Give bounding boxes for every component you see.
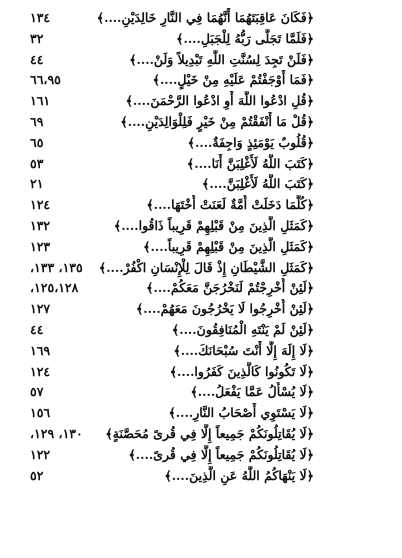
verse-text: ﴿لَا تَكُونُوا كَالَّذِينَ كَفَرُوا....﴾ — [169, 363, 314, 379]
verse-text: ﴿لَا يَسْتَوِي أَصْحَابُ النَّارِ....﴾ — [168, 405, 314, 421]
verse-text: ﴿كَتَبَ اللَّهُ لَأَغْلِبَنَّ....﴾ — [202, 176, 314, 192]
verse-text: ﴿قُلِ ادْعُوا اللَّهَ أَوِ ادْعُوا الرَّحْمَنَ....﴾ — [125, 93, 314, 109]
verse-text: ﴿لَئِنْ أُخْرِجْتُمْ لَنَخْرُجَنَّ مَعَكُمْ....﴾ — [146, 280, 314, 296]
page-numbers: ١٦٩ — [30, 342, 51, 358]
page-numbers: ١٣٢ — [30, 217, 51, 233]
verse-text: ﴿لَا يُقَاتِلُونَكُمْ جَمِيعاً إِلَّا فِي قُرىً....﴾ — [128, 446, 314, 462]
page-numbers: ١٢٣ — [30, 238, 51, 254]
index-row — [0, 174, 402, 195]
verse-text: ﴿كَمَثَلِ الشَّيْطَانِ إِذْ قَالَ لِلْإِنْسَانِ اكْفُرْ....﴾ — [98, 259, 314, 275]
index-row — [0, 278, 402, 299]
verse-text: ﴿فَلَمَّا تَجَلَّى رَبُّهُ لِلْجَبَلِ....﴾ — [176, 30, 314, 46]
index-row — [0, 29, 402, 50]
page-numbers: ١٣٥، ١٣٣، — [30, 259, 83, 275]
index-row — [0, 154, 402, 175]
verse-text: ﴿كَمَثَلِ الَّذِينَ مِنْ قَبْلِهِمْ قَرِيباً ذَاقُوا....﴾ — [113, 217, 314, 233]
verse-text: ﴿فَلَنْ تَجِدَ لِسُنَّتِ اللَّهِ تَبْدِيلاً وَلَنْ....﴾ — [129, 51, 314, 67]
verse-text: ﴿كُلَّمَا دَخَلَتْ أُمَّةٌ لَعَنَتْ أُخْتَهَا....﴾ — [146, 197, 314, 213]
page-numbers: ٤٤ — [30, 321, 44, 337]
index-row — [0, 320, 402, 341]
index-row — [0, 258, 402, 279]
verse-text: ﴿لَا إِلَهَ إِلَّا أَنْتَ سُبْحَانَكَ....﴾ — [173, 342, 314, 358]
verse-text: ﴿لَا يُقَاتِلُونَكُمْ جَمِيعاً إِلَّا فِي قُرىً مُحَصَّنَةٍ﴾ — [105, 425, 314, 441]
index-row — [0, 91, 402, 112]
page-numbers: ١٥٦ — [30, 405, 51, 421]
verse-index-list — [0, 8, 402, 486]
page-numbers: ٣٢ — [30, 30, 44, 46]
index-row — [0, 382, 402, 403]
verse-text: ﴿كَتَبَ اللَّهُ لَأَغْلِبَنَّ أَنَا....﴾ — [186, 155, 314, 171]
page-numbers: ٦٦،٩٥ — [30, 72, 61, 88]
page-numbers: ١٢٤ — [30, 197, 51, 213]
index-row — [0, 424, 402, 445]
page-numbers: ٥٣ — [30, 155, 44, 171]
page-numbers: ١٦١ — [30, 93, 51, 109]
index-row — [0, 70, 402, 91]
verse-text: ﴿لَئِنْ لَمْ يَنْتَهِ الْمُنَافِقُونَ....﴾ — [171, 321, 314, 337]
page-numbers: ١٢٥،١٢٨، — [30, 280, 79, 296]
index-row — [0, 237, 402, 258]
index-row — [0, 445, 402, 466]
page-numbers: ١٢٤ — [30, 363, 51, 379]
index-row — [0, 362, 402, 383]
page-numbers: ٦٩ — [30, 113, 44, 129]
index-row — [0, 216, 402, 237]
page-numbers: ١٣٠، ١٢٩، — [30, 425, 83, 441]
index-row — [0, 299, 402, 320]
verse-text: ﴿قُلْ مَا أَنْفَقْتُمْ مِنْ خَيْرٍ فَلِلْوَالِدَيْنِ....﴾ — [120, 113, 314, 129]
index-row — [0, 112, 402, 133]
index-row — [0, 195, 402, 216]
page-numbers: ١٢٧ — [30, 301, 51, 317]
verse-text: ﴿كَمَثَلِ الَّذِينَ مِنْ قَبْلِهِمْ قَرِيباً....﴾ — [143, 238, 314, 254]
verse-text: ﴿قُلُوبٌ يَوْمَئِذٍ وَاجِفَةٌ....﴾ — [187, 134, 314, 150]
index-row — [0, 50, 402, 71]
verse-text: ﴿لَا يَنْهَاكُمُ اللَّهُ عَنِ الَّذِينَ....﴾ — [164, 467, 314, 483]
page-numbers: ١٢٢ — [30, 446, 51, 462]
index-row — [0, 8, 402, 29]
verse-text: ﴿فَمَا أَوْجَفْتُمْ عَلَيْهِ مِنْ خَيْلٍ....﴾ — [152, 72, 314, 88]
page-numbers: ١٣٤ — [30, 10, 51, 25]
page-numbers: ٦٥ — [30, 134, 44, 150]
page-numbers: ٥٢ — [30, 467, 44, 483]
index-row — [0, 133, 402, 154]
page-numbers: ٥٧ — [30, 384, 44, 400]
verse-text: ﴿لَا يُسْأَلُ عَمَّا يَفْعَلُ....﴾ — [190, 384, 314, 400]
verse-text: ﴿فَكَانَ عَاقِبَتَهُمَا أَنَّهُمَا فِي النَّارِ خَالِدَيْنِ....﴾ — [96, 10, 314, 25]
index-row — [0, 403, 402, 424]
page-numbers: ٢١ — [30, 176, 44, 192]
index-row — [0, 466, 402, 487]
verse-text: ﴿لَئِنْ أُخْرِجُوا لَا يَخْرُجُونَ مَعَهُمْ....﴾ — [135, 301, 314, 317]
index-row — [0, 341, 402, 362]
page-numbers: ٤٤ — [30, 51, 44, 67]
